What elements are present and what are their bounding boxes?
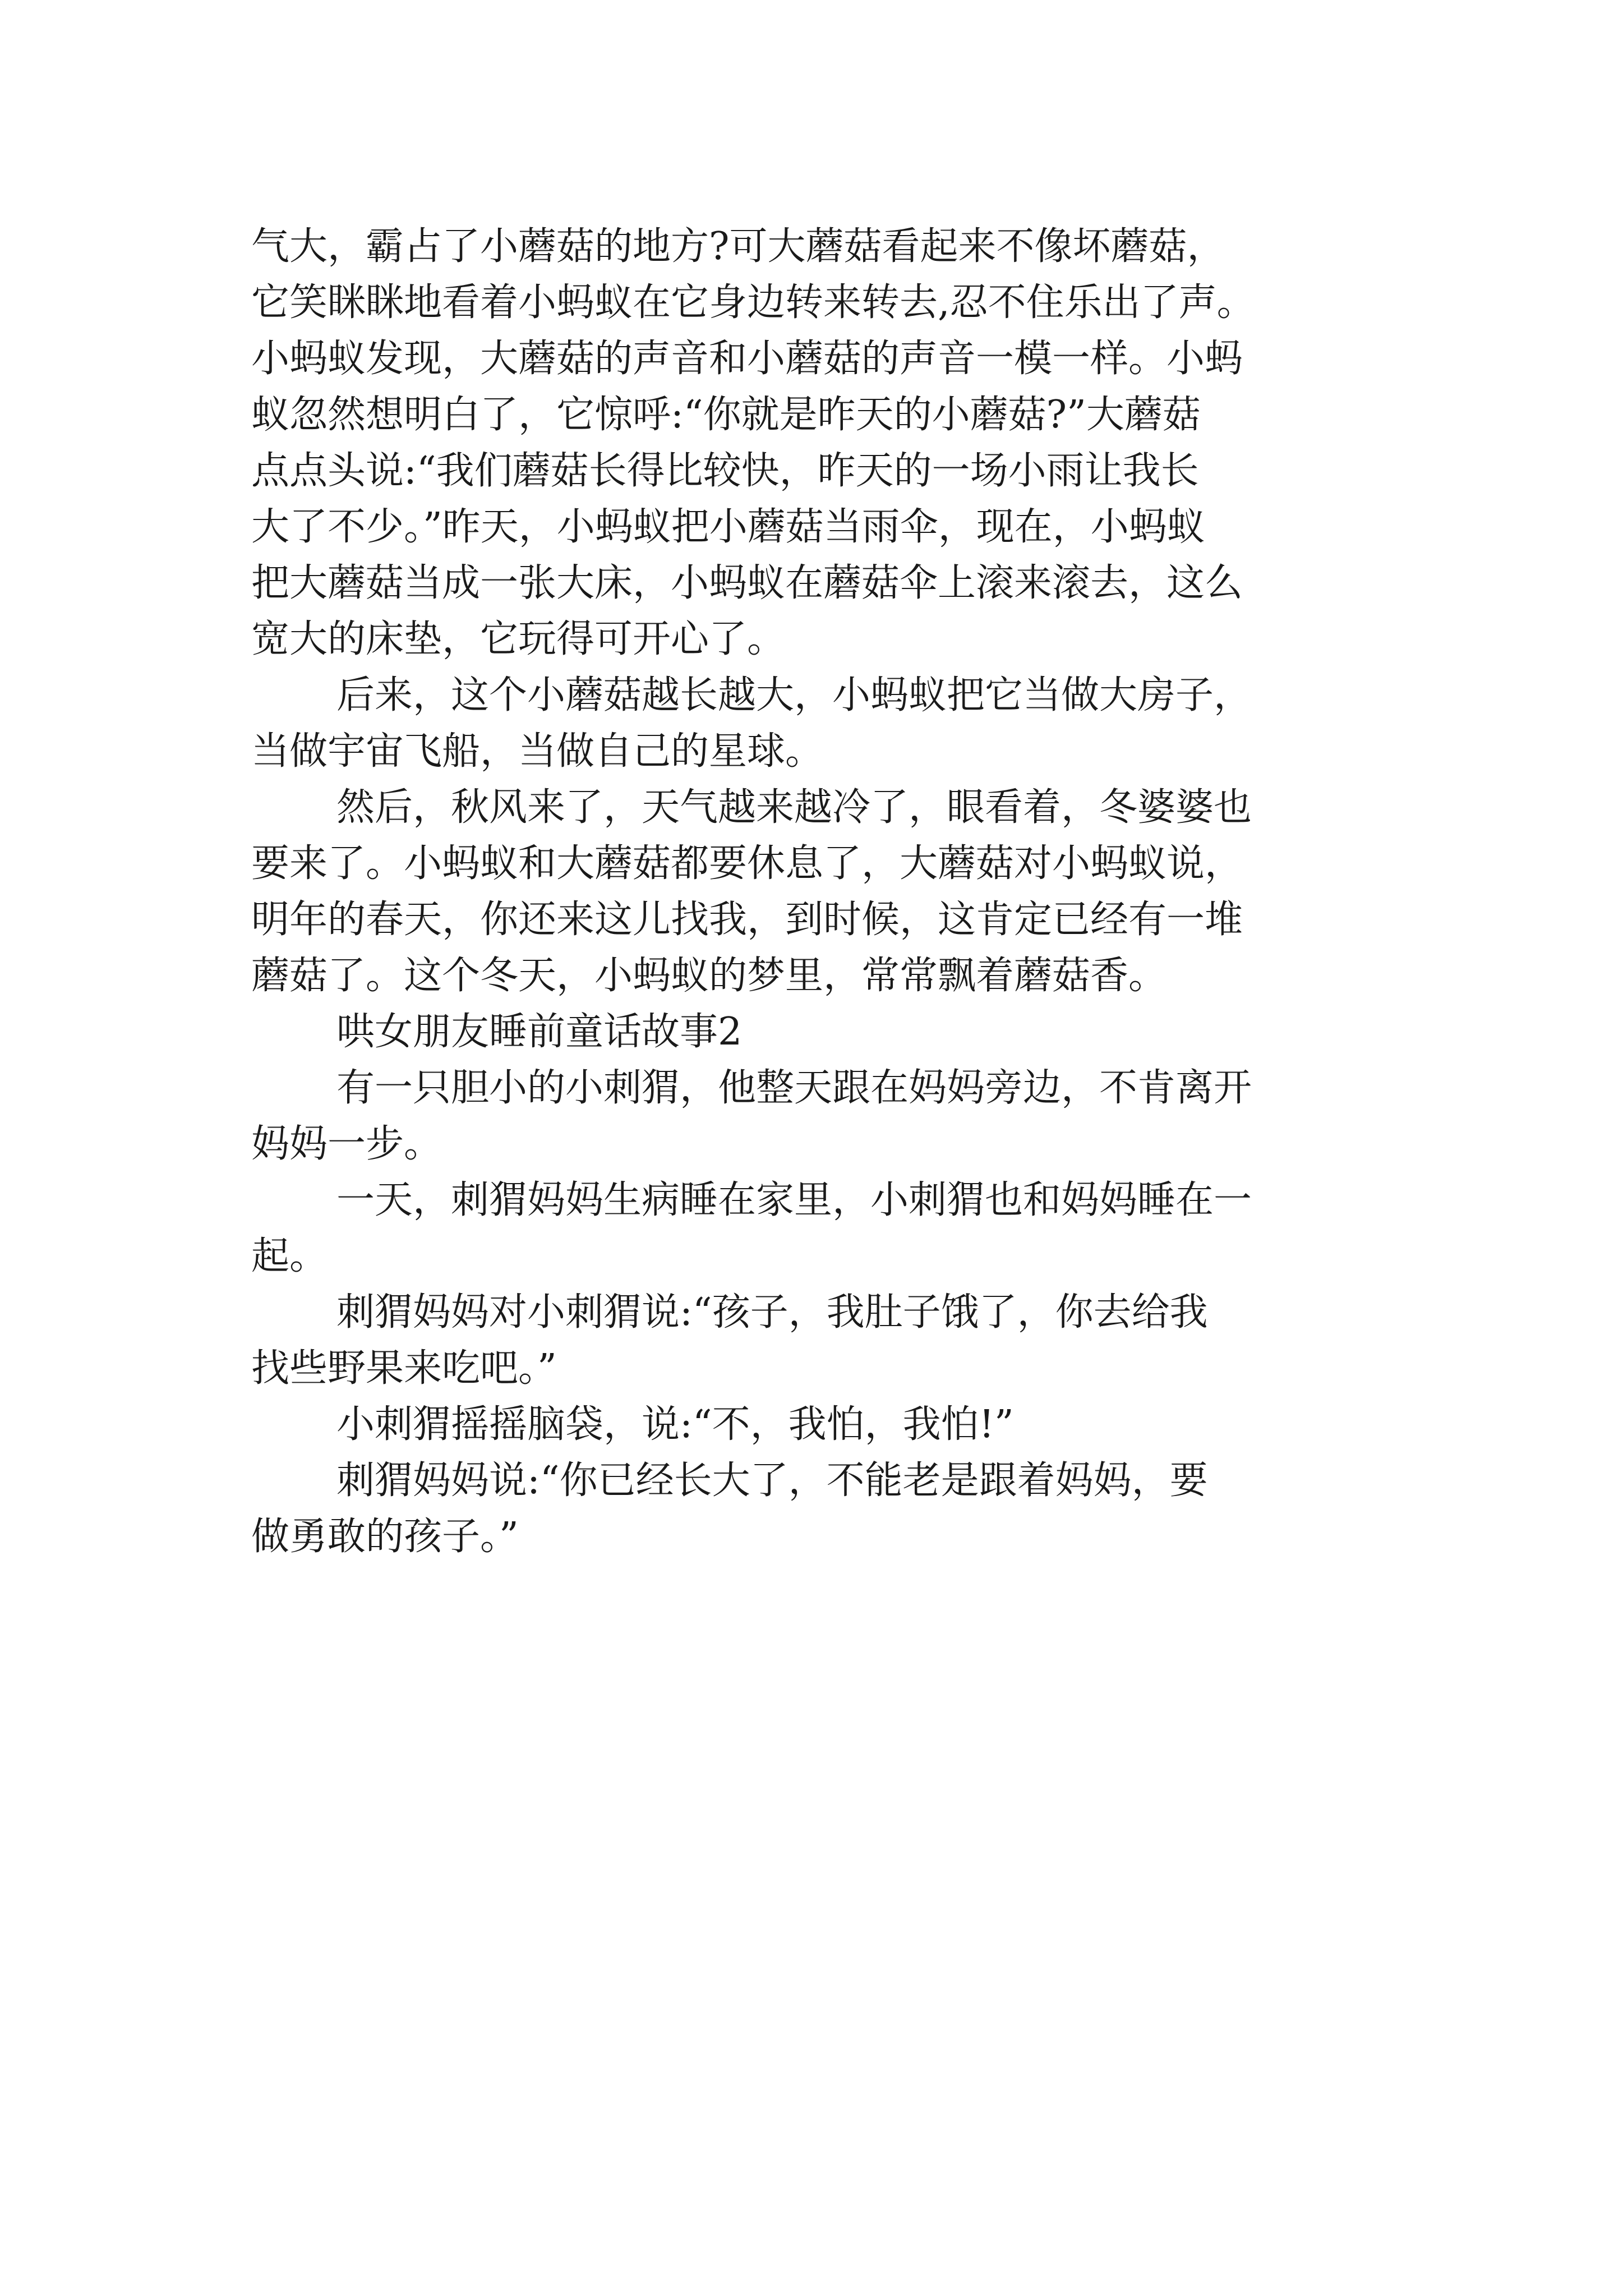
text-line: 蘑菇了。这个冬天，小蚂蚁的梦里，常常飘着蘑菇香。 bbox=[251, 954, 1167, 998]
text-line: 把大蘑菇当成一张大床，小蚂蚁在蘑菇伞上滚来滚去，这么 bbox=[251, 561, 1243, 605]
text-line: 明年的春天，你还来这儿找我，到时候，这肯定已经有一堆 bbox=[251, 898, 1243, 942]
text-line: 气大，霸占了小蘑菇的地方?可大蘑菇看起来不像坏蘑菇， bbox=[251, 224, 1225, 269]
text-line: 小刺猬摇摇脑袋，说:“不，我怕，我怕!” bbox=[336, 1402, 1014, 1447]
text-line: 有一只胆小的小刺猬，他整天跟在妈妈旁边，不肯离开 bbox=[336, 1066, 1252, 1110]
text-line: 妈妈一步。 bbox=[251, 1122, 442, 1166]
text-line: 做勇敢的孩子。” bbox=[251, 1515, 519, 1559]
text-line: 一天，刺猬妈妈生病睡在家里，小刺猬也和妈妈睡在一 bbox=[336, 1178, 1252, 1222]
text-line: 要来了。小蚂蚁和大蘑菇都要休息了，大蘑菇对小蚂蚁说， bbox=[251, 841, 1243, 886]
text-line: 然后，秋风来了，天气越来越冷了，眼看着，冬婆婆也 bbox=[336, 785, 1252, 830]
text-line: 它笑眯眯地看着小蚂蚁在它身边转来转去,忍不住乐出了声。 bbox=[251, 280, 1255, 325]
story-title: 哄女朋友睡前童话故事2 bbox=[336, 1010, 743, 1054]
text-line: 刺猬妈妈说:“你已经长大了，不能老是跟着妈妈，要 bbox=[336, 1458, 1208, 1503]
text-line: 当做宇宙飞船，当做自己的星球。 bbox=[251, 729, 824, 774]
text-line: 蚁忽然想明白了，它惊呼:“你就是昨天的小蘑菇?”大蘑菇 bbox=[251, 393, 1201, 437]
text-line: 宽大的床垫，它玩得可开心了。 bbox=[251, 617, 786, 661]
text-line: 后来，这个小蘑菇越长越大，小蚂蚁把它当做大房子， bbox=[336, 673, 1252, 717]
text-line: 起。 bbox=[251, 1234, 328, 1278]
text-line: 刺猬妈妈对小刺猬说:“孩子，我肚子饿了，你去给我 bbox=[336, 1290, 1208, 1335]
text-line: 找些野果来吃吧。” bbox=[251, 1346, 557, 1391]
text-line: 大了不少。”昨天，小蚂蚁把小蘑菇当雨伞，现在，小蚂蚁 bbox=[251, 505, 1205, 549]
text-line: 点点头说:“我们蘑菇长得比较快，昨天的一场小雨让我长 bbox=[251, 449, 1199, 493]
text-line: 小蚂蚁发现，大蘑菇的声音和小蘑菇的声音一模一样。小蚂 bbox=[251, 337, 1243, 381]
